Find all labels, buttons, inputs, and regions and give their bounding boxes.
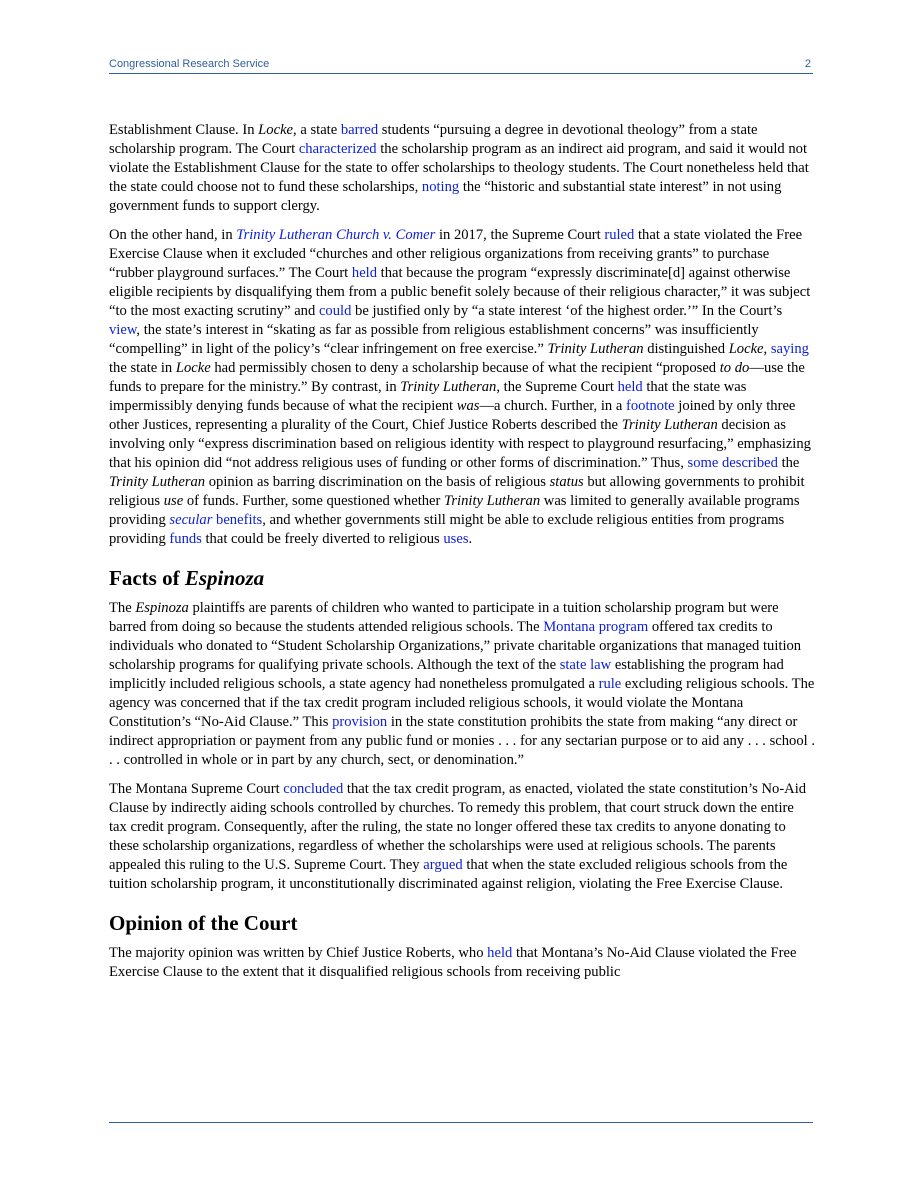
page-number: 2 [804,58,811,70]
document-body [109,121,815,992]
case-name: Espinoza [135,600,189,616]
case-name: Trinity Lutheran [109,474,206,490]
link-held-2[interactable]: held [617,379,643,395]
text: in the state constitution prohibits the state from making “any direct or indirect appropriation or payment from any public fund or monies . . . for any sectarian purpose or to aid any . . . school . . . controlled in whole or in part by any church, sect, or denomination.” [109,714,815,768]
link-some-described[interactable]: some described [687,455,778,471]
text: The majority opinion was written by Chief Justice Roberts, who [109,945,488,961]
text: , a state [293,122,341,138]
link-characterized[interactable]: characterized [298,141,377,157]
text: , and whether governments still might be able to exclude religious entities from programs providing [109,512,785,547]
emphasis: was [456,398,480,414]
link-rule[interactable]: rule [598,676,622,692]
link-view[interactable]: view [109,322,137,338]
case-name: Locke [258,122,294,138]
link-trinity-lutheran-case[interactable]: Trinity Lutheran Church v. Comer [236,227,436,243]
text: On the other hand, in [109,227,237,243]
section-heading-facts [109,565,815,591]
link-funds[interactable]: funds [169,531,202,547]
link-held[interactable]: held [351,265,378,281]
text: that because the program “expressly discriminate[d] against otherwise eligible recipients by disqualifying them from a public benefit solely because of their religious character,” it was subject “to the most exacting scrutiny” and [109,265,811,319]
link-held-opinion[interactable]: held [487,945,513,961]
text: that the state was impermissibly denying funds because of what the recipient [109,379,747,414]
text: decision as involving only “express discrimination based on religious identity with respect to playground resurfacing,” emphasizing that his opinion did “not address religious uses of funding or other forms of discrimination.” Thus, [109,417,811,471]
text: joined by only three other Justices, representing a plurality of the Court, Chief Justice Roberts described the [109,398,796,433]
text: in 2017, the Supreme Court [435,227,605,243]
text: excluding religious schools. The agency was concerned that if the tax credit program included religious schools, it would violate the Montana Constitution’s “No-Aid Clause.” This [109,676,815,730]
text: The Montana Supreme Court [109,781,284,797]
text: , [763,341,771,357]
case-name: Trinity Lutheran [444,493,541,509]
link-state-law[interactable]: state law [559,657,612,673]
text: that Montana’s No-Aid Clause violated the Free Exercise Clause to the extent that it disqualified religious schools from receiving public [109,945,797,980]
text: , the Supreme Court [496,379,618,395]
heading-case-name: Espinoza [184,566,265,590]
case-name: Locke [728,341,764,357]
text: , the state’s interest in “skating as far as possible from religious establishment concerns” was insufficiently “compelling” in light of the policy’s “clear infringement on free exercise.” [109,322,759,357]
text: students “pursuing a degree in devotional theology” from a state scholarship program. The Court [109,122,758,157]
header-source: Congressional Research Service [109,58,270,70]
link-argued[interactable]: argued [423,857,463,873]
link-footnote[interactable]: footnote [625,398,675,414]
case-name: Trinity Lutheran [621,417,718,433]
link-ruled[interactable]: ruled [604,227,635,243]
heading-text: Facts of [109,566,185,590]
text: that a state violated the Free Exercise Clause when it excluded “churches and other religious organizations from receiving grants” to purchase “rubber playground surfaces.” The Court [109,227,803,281]
case-name: Locke [175,360,211,376]
text: be justified only by “a state interest ‘of the highest order.’” In the Court’s [351,303,783,319]
paragraph-facts [109,599,815,770]
paragraph-locke [109,121,815,216]
text: the [777,455,800,471]
emphasis: use [163,493,184,509]
text: the scholarship program as an indirect aid program, and said it would not violate the Establishment Clause for the state to offer scholarships to theology students. The Court nonetheless held that the state could choose not to fund these scholarships, [109,141,809,195]
case-name: Trinity Lutheran [400,379,497,395]
text: the state in [109,360,176,376]
paragraph-montana-court [109,780,815,894]
link-noting[interactable]: noting [421,179,460,195]
text: distinguished [643,341,729,357]
text: was limited to generally available programs providing [109,493,800,528]
link-could[interactable]: could [318,303,352,319]
text: —a church. Further, in a [479,398,626,414]
link-montana-program[interactable]: Montana program [543,619,649,635]
text: that could be freely diverted to religious [201,531,444,547]
heading-text: Opinion of the Court [109,911,298,935]
text: Establishment Clause. In [109,122,259,138]
page-header [109,57,813,74]
section-heading-opinion [109,910,815,936]
text: had permissibly chosen to deny a scholarship because of what the recipient “proposed [210,360,720,376]
text: but allowing governments to prohibit religious [109,474,805,509]
footer-divider [109,1122,813,1123]
text: The [109,600,136,616]
link-saying[interactable]: saying [770,341,809,357]
link-secular[interactable]: secular [169,512,213,528]
text: —use the funds to prepare for the ministry.” By contrast, in [109,360,805,395]
text: opinion as barring discrimination on the basis of religious [205,474,550,490]
header-divider [109,73,813,74]
paragraph-opinion [109,944,815,982]
text: plaintiffs are parents of children who wanted to participate in a tuition scholarship program but were barred from doing so because the students attended religious schools. The [109,600,779,635]
text: that when the state excluded religious schools from the tuition scholarship program, it unconstitutionally discriminated against religion, violating the Free Exercise Clause. [109,857,788,892]
text: . [468,531,473,547]
text: establishing the program had implicitly included religious schools, a state agency had nonetheless promulgated a [109,657,784,692]
emphasis: status [549,474,584,490]
link-barred[interactable]: barred [340,122,379,138]
text: the “historic and substantial state interest” in not using government funds to support clergy. [109,179,782,214]
text: offered tax credits to individuals who donated to “Student Scholarship Organizations,” private charitable organizations that managed tuition scholarship programs for qualifying private schools. Although the text of the [109,619,802,673]
text: of funds. Further, some questioned whether [183,493,445,509]
link-concluded[interactable]: concluded [283,781,344,797]
text: that the tax credit program, as enacted, violated the state constitution’s No-Aid Clause by indirectly aiding schools controlled by churches. To remedy this problem, that court struck down the entire tax credit program. Consequently, after the ruling, the state no longer offered these tax credits to anyone donating to these scholarship organizations, regardless of whether the scholarships were used at religious schools. The parents appealed this ruling to the U.S. Supreme Court. They [109,781,807,873]
case-name: Trinity Lutheran [547,341,644,357]
link-benefits[interactable]: benefits [216,512,263,528]
emphasis: to do [719,360,750,376]
link-provision[interactable]: provision [332,714,388,730]
paragraph-trinity-lutheran [109,226,815,549]
link-uses[interactable]: uses [443,531,469,547]
